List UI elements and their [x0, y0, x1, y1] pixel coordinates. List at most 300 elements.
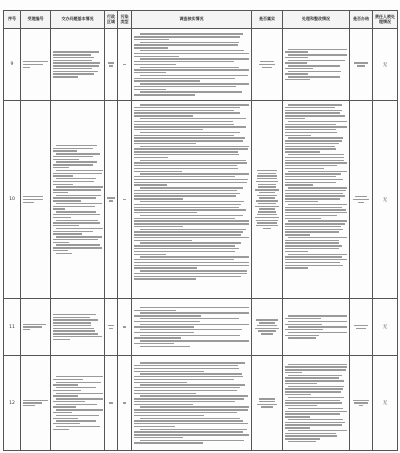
text-line — [134, 124, 234, 125]
district-cell — [105, 356, 118, 451]
accountability-cell: 无 — [373, 101, 398, 299]
text-line — [53, 159, 80, 160]
text-line — [288, 430, 347, 431]
text-line — [53, 175, 74, 176]
text-line — [288, 49, 347, 50]
text-line — [256, 200, 277, 201]
text-line — [56, 398, 103, 399]
text-line — [53, 418, 79, 419]
text-line — [134, 231, 243, 232]
text-line — [288, 315, 346, 316]
text-line — [134, 254, 167, 255]
text-line — [285, 112, 340, 113]
text-line — [53, 71, 98, 72]
text-line — [107, 197, 114, 198]
text-line — [53, 239, 99, 240]
text-line — [257, 325, 276, 326]
text-line — [258, 173, 276, 174]
text-line — [134, 195, 236, 196]
text-line — [285, 265, 344, 266]
accountability-cell: 无 — [373, 299, 398, 356]
text-line — [285, 146, 336, 147]
text-line — [285, 394, 311, 395]
text-line — [288, 76, 340, 77]
text-line — [285, 400, 341, 401]
text-line — [53, 222, 101, 223]
text-line — [285, 411, 347, 412]
text-line — [134, 223, 249, 224]
text-line — [285, 416, 310, 417]
text-line — [53, 379, 83, 380]
text-line — [285, 335, 320, 336]
text-line — [285, 173, 342, 174]
text-line — [123, 402, 127, 403]
text-line — [140, 318, 239, 319]
text-line — [140, 312, 249, 313]
text-line — [134, 94, 195, 95]
text-line — [288, 137, 342, 138]
pollution-type-cell — [118, 356, 132, 451]
text-line — [134, 198, 183, 199]
text-line — [288, 326, 347, 327]
text-line — [56, 195, 102, 196]
accountability-cell: 无 — [373, 29, 398, 101]
text-line — [53, 423, 80, 424]
text-line — [285, 267, 309, 268]
text-line — [53, 148, 94, 149]
text-line — [359, 405, 364, 406]
text-line — [134, 64, 177, 65]
text-line — [288, 441, 316, 442]
text-line — [288, 332, 347, 333]
text-line — [285, 160, 344, 161]
header-rectification: 处理和整改情况 — [283, 11, 350, 29]
text-line — [134, 262, 249, 263]
text-line — [53, 325, 92, 326]
text-line — [53, 384, 78, 385]
text-line — [134, 207, 239, 208]
text-line — [285, 402, 342, 403]
row-seq: 9 — [4, 29, 21, 101]
text-line — [285, 140, 342, 141]
text-line — [134, 115, 193, 116]
text-line — [140, 429, 247, 430]
text-line — [285, 209, 347, 210]
text-line — [123, 64, 127, 65]
text-line — [134, 382, 188, 383]
text-line — [354, 325, 367, 326]
text-line — [53, 328, 94, 329]
text-line — [134, 371, 204, 372]
text-line — [134, 365, 239, 366]
text-line — [56, 170, 103, 171]
text-line — [53, 192, 69, 193]
text-line — [285, 435, 338, 436]
text-line — [288, 65, 340, 66]
text-line — [140, 187, 242, 188]
text-line — [288, 321, 347, 322]
text-line — [285, 377, 340, 378]
text-line — [140, 104, 249, 105]
text-line — [140, 440, 243, 441]
pollution-type-cell — [118, 101, 132, 299]
text-line — [357, 65, 365, 66]
pollution-type-cell — [118, 299, 132, 356]
district-cell — [105, 299, 118, 356]
text-line — [56, 220, 98, 221]
text-line — [285, 234, 310, 235]
text-line — [56, 244, 100, 245]
text-line — [56, 236, 102, 237]
text-line — [23, 326, 43, 327]
complaint-handling-table — [3, 10, 398, 451]
text-line — [134, 248, 240, 249]
text-line — [53, 395, 79, 396]
text-line — [256, 225, 277, 226]
case-number-cell — [21, 101, 51, 299]
text-line — [140, 242, 240, 243]
text-line — [140, 67, 239, 68]
text-line — [285, 184, 313, 185]
rectification-cell — [283, 29, 350, 101]
text-line — [288, 104, 342, 105]
text-line — [134, 69, 249, 70]
text-line — [285, 231, 339, 232]
text-line — [288, 237, 347, 238]
issue-summary-cell — [51, 29, 105, 101]
text-line — [285, 433, 337, 434]
text-line — [53, 156, 93, 157]
text-line — [134, 89, 166, 90]
text-line — [285, 256, 342, 257]
text-line — [134, 412, 237, 413]
text-line — [288, 419, 343, 420]
text-line — [134, 273, 247, 274]
header-investigation: 调查核实情况 — [132, 11, 252, 29]
text-line — [53, 189, 101, 190]
text-line — [56, 404, 98, 405]
text-line — [134, 368, 240, 369]
text-line — [285, 405, 317, 406]
text-line — [285, 262, 340, 263]
case-number-cell — [21, 356, 51, 451]
text-line — [134, 121, 233, 122]
text-line — [285, 369, 346, 370]
text-line — [285, 73, 308, 74]
text-line — [140, 50, 243, 51]
header-case-number: 受理编号 — [21, 11, 51, 29]
pollution-type-cell — [118, 29, 132, 101]
text-line — [23, 400, 49, 401]
header-accountability: 责任人被处理情况 — [373, 11, 398, 29]
text-line — [140, 201, 243, 202]
text-line — [285, 168, 325, 169]
text-line — [56, 211, 97, 212]
text-line — [134, 423, 249, 424]
district-cell — [105, 29, 118, 101]
text-line — [285, 107, 336, 108]
text-line — [134, 80, 201, 81]
text-line — [134, 151, 239, 152]
text-line — [260, 61, 274, 62]
text-line — [288, 375, 341, 376]
text-line — [285, 151, 321, 152]
text-line — [140, 83, 249, 84]
text-line — [134, 165, 237, 166]
text-line — [53, 51, 100, 52]
text-line — [56, 426, 100, 427]
text-line — [108, 325, 114, 326]
text-line — [256, 319, 278, 320]
text-line — [285, 248, 339, 249]
text-line — [285, 413, 341, 414]
text-line — [140, 256, 249, 257]
text-line — [56, 420, 96, 421]
case-number-cell — [21, 299, 51, 356]
text-line — [134, 265, 249, 266]
text-line — [288, 386, 343, 387]
text-line — [134, 267, 197, 268]
text-line — [285, 226, 341, 227]
text-line — [56, 409, 103, 410]
text-line — [53, 247, 103, 248]
text-line — [53, 150, 78, 151]
text-line — [140, 91, 242, 92]
text-line — [53, 208, 66, 209]
text-line — [134, 129, 203, 130]
text-line — [53, 206, 96, 207]
text-line — [134, 86, 237, 87]
text-line — [53, 225, 80, 226]
text-line — [134, 61, 234, 62]
text-line — [285, 190, 346, 191]
text-line — [285, 195, 345, 196]
rectification-cell — [283, 356, 350, 451]
text-line — [355, 196, 366, 197]
text-line — [53, 333, 99, 334]
text-line — [53, 401, 86, 402]
text-line — [53, 390, 82, 391]
text-line — [134, 204, 242, 205]
text-line — [123, 199, 127, 200]
text-line — [56, 203, 102, 204]
text-line — [23, 405, 35, 406]
text-line — [53, 233, 82, 234]
text-line — [53, 76, 79, 77]
text-line — [53, 73, 95, 74]
text-line — [56, 186, 103, 187]
text-line — [285, 424, 343, 425]
text-line — [53, 214, 101, 215]
text-line — [285, 135, 312, 136]
text-line — [259, 322, 276, 323]
text-line — [285, 259, 348, 260]
text-line — [53, 322, 92, 323]
text-line — [134, 39, 169, 40]
text-line — [134, 107, 240, 108]
text-line — [285, 176, 336, 177]
text-line — [53, 336, 103, 337]
text-line — [23, 199, 43, 200]
text-line — [53, 250, 68, 251]
text-line — [285, 115, 345, 116]
text-line — [140, 384, 245, 385]
text-line — [258, 186, 277, 187]
text-line — [140, 346, 190, 347]
text-line — [285, 251, 308, 252]
text-line — [134, 110, 235, 111]
header-seq: 序号 — [4, 11, 21, 29]
text-line — [134, 234, 242, 235]
text-line — [140, 418, 239, 419]
text-line — [285, 380, 344, 381]
issue-summary-cell — [51, 356, 105, 451]
text-line — [261, 333, 273, 334]
text-line — [53, 200, 81, 201]
text-line — [53, 197, 97, 198]
text-line — [285, 124, 336, 125]
text-line — [285, 162, 347, 163]
text-line — [285, 57, 308, 58]
text-line — [285, 62, 308, 63]
text-line — [134, 171, 182, 172]
row-seq: 11 — [4, 299, 21, 356]
text-line — [285, 229, 343, 230]
text-line — [255, 206, 279, 207]
text-line — [285, 143, 339, 144]
text-line — [259, 192, 276, 193]
text-line — [140, 395, 248, 396]
text-line — [23, 61, 48, 62]
text-line — [258, 211, 275, 212]
text-line — [134, 398, 245, 399]
investigation-cell — [132, 299, 252, 356]
text-line — [134, 426, 176, 427]
text-line — [134, 168, 239, 169]
text-line — [258, 184, 275, 185]
text-line — [285, 51, 308, 52]
text-line — [257, 214, 277, 215]
text-line — [134, 442, 204, 443]
text-line — [285, 129, 337, 130]
text-line — [134, 401, 236, 402]
text-line — [134, 135, 234, 136]
text-line — [140, 118, 246, 119]
text-line — [56, 387, 97, 388]
text-line — [134, 148, 248, 149]
text-line — [134, 226, 184, 227]
completion-status-cell — [350, 29, 373, 101]
text-line — [285, 198, 341, 199]
text-line — [134, 126, 246, 127]
text-line — [285, 79, 310, 80]
text-line — [285, 126, 347, 127]
investigation-cell — [132, 101, 252, 299]
text-line — [134, 321, 200, 322]
text-line — [353, 400, 368, 401]
text-line — [288, 187, 347, 188]
text-line — [134, 310, 177, 311]
text-line — [53, 314, 96, 315]
text-line — [134, 278, 196, 279]
text-line — [23, 67, 30, 68]
text-line — [53, 217, 71, 218]
text-line — [23, 402, 42, 403]
text-line — [140, 335, 240, 336]
text-line — [134, 259, 235, 260]
text-line — [255, 189, 279, 190]
text-line — [285, 372, 302, 373]
text-line — [285, 182, 337, 183]
text-line — [285, 201, 318, 202]
text-line — [134, 154, 239, 155]
text-line — [56, 382, 102, 383]
text-line — [288, 121, 347, 122]
text-line — [53, 231, 93, 232]
text-line — [134, 332, 195, 333]
text-line — [285, 245, 343, 246]
text-line — [140, 340, 249, 341]
text-line — [134, 190, 238, 191]
verified-cell — [252, 29, 283, 101]
text-line — [134, 78, 235, 79]
text-line — [358, 202, 364, 203]
text-line — [56, 253, 72, 254]
text-line — [140, 33, 243, 34]
text-line — [134, 143, 197, 144]
text-line — [261, 406, 274, 407]
text-line — [288, 154, 344, 155]
text-line — [140, 215, 243, 216]
text-line — [140, 362, 244, 363]
text-line — [256, 220, 277, 221]
text-line — [134, 182, 247, 183]
text-line — [285, 240, 340, 241]
text-line — [134, 36, 241, 37]
text-line — [56, 153, 101, 154]
text-line — [56, 145, 97, 146]
text-line — [140, 173, 249, 174]
text-line — [53, 65, 100, 66]
text-line — [56, 178, 96, 179]
investigation-cell — [132, 356, 252, 451]
text-line — [288, 171, 347, 172]
text-line — [285, 179, 343, 180]
text-line — [134, 140, 244, 141]
text-line — [285, 157, 344, 158]
text-line — [53, 60, 93, 61]
text-line — [56, 415, 99, 416]
text-line — [140, 160, 245, 161]
text-line — [285, 193, 344, 194]
verified-cell — [252, 299, 283, 356]
text-line — [285, 223, 345, 224]
issue-summary-cell — [51, 299, 105, 356]
text-line — [134, 434, 250, 435]
text-line — [53, 412, 73, 413]
text-line — [134, 176, 236, 177]
text-line — [140, 146, 249, 147]
text-line — [134, 393, 196, 394]
text-line — [285, 318, 321, 319]
issue-summary-cell — [51, 101, 105, 299]
text-line — [257, 170, 277, 171]
text-line — [257, 175, 276, 176]
text-line — [256, 181, 279, 182]
text-line — [285, 242, 339, 243]
text-line — [285, 427, 311, 428]
text-line — [53, 62, 101, 63]
